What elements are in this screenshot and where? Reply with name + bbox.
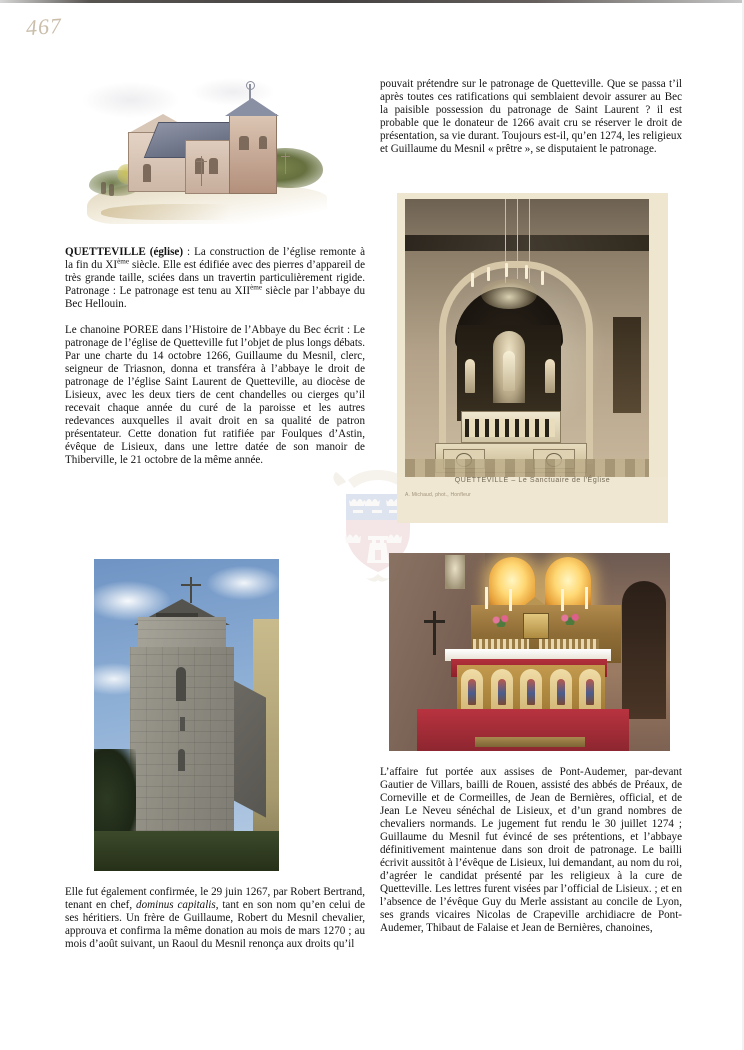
retable-statue-right: [545, 359, 555, 393]
tower-slit-opening: [180, 717, 185, 731]
watercolor-spire-finial: [246, 81, 255, 90]
chandelier: [481, 279, 537, 309]
photo-altar-interior-content: [389, 553, 670, 751]
sanctuary-floor: [405, 459, 649, 477]
stained-glass-window-left: [489, 557, 535, 609]
postcard-caption-area: [397, 477, 668, 523]
reredos-arcade-left: [473, 639, 529, 649]
altar-panel-4: [550, 669, 572, 713]
photo-church-tower: [94, 559, 279, 871]
altar-panel-1: [461, 669, 483, 713]
watercolor-figure-2: [109, 184, 114, 196]
altar-candle-center-left: [509, 589, 512, 611]
chandelier-candle-2: [487, 267, 490, 281]
photo-altar-interior: [389, 553, 670, 751]
watercolor-churchyard-cross: [201, 156, 202, 186]
paragraph-robert-bertrand: Elle fut également confirmée, le 29 juin 1267, par Robert Bertrand, tenant en chef, dominus capitalis, tant en son nom qu’en celui de ses héritiers. Un frère de Guillaume, Robert du Mesnil chevalier, approuva et confirma la même donation au mois de mars 1270 ; au mois d’août suivant, un Raoul du Mesnil renonça aux droits qu’il: [65, 886, 365, 950]
right-column-lower: [380, 766, 682, 935]
altar-antependium: [465, 419, 555, 437]
handwritten-folio-mark: 467: [25, 12, 63, 41]
altar-panel-3: [520, 669, 542, 713]
flower-arrangement-left: [489, 613, 513, 627]
watercolor-path: [101, 204, 251, 220]
altar-candle-left: [485, 587, 488, 609]
tower-grass: [94, 831, 279, 871]
altar-candle-center-right: [561, 589, 564, 611]
right-column: [380, 78, 682, 169]
tower-lower-window: [178, 749, 185, 771]
postcard-beam: [405, 235, 649, 251]
watercolor-tower: [229, 114, 277, 194]
tabernacle: [523, 613, 549, 639]
postcard-image: [405, 199, 649, 477]
paragraph-poree: Le chanoine POREE dans l’Histoire de l’Abbaye du Bec écrit : Le patronage de l’église de Quetteville fut l’objet de plus longs débats. Par une charte du 14 octobre 1266, Guillaume du Mesnil, clerc, seigneur de Triasnon, donna et transféra à l’abbaye le droit de patronage de l’église Saint Laurent de Quetteville, au diocèse de Lisieux, avec les deux tiers de cent chandelles ou cierges qu’il recevait chaque année du curé de la paroisse et les autres redevances auxquelles il avait droit en sa qualité de patron présentateur. Cette donation fut ratifiée par Foulques d’Astin, évêque de Lisieux, dans une lettre datée de son manoir de Thiberville, le 21 octobre de la même année.: [65, 324, 365, 466]
postcard-caption: QUETTEVILLE – Le Sanctuaire de l'Église: [454, 477, 611, 484]
altar-candle-right: [585, 587, 588, 609]
tower-cross-finial: [190, 577, 192, 603]
scan-edge-top: [0, 0, 744, 3]
processional-cross: [433, 611, 436, 655]
left-column-lower: [65, 886, 365, 951]
watercolor-churchyard-cross-2: [285, 152, 286, 174]
pulpit: [613, 317, 641, 413]
watercolor-tower-window-2: [259, 136, 267, 149]
postcard-sanctuary: [397, 193, 668, 523]
watercolor-church-exterior: [83, 78, 331, 230]
left-column: [65, 78, 365, 480]
chandelier-candle-4: [525, 265, 528, 279]
watercolor-figure: [101, 182, 106, 194]
postcard-photographer-credit: A. Michaud, phot., Honfleur: [405, 492, 471, 498]
altar-panel-5: [579, 669, 601, 713]
paragraph-assises: L’affaire fut portée aux assises de Pont-Audemer, par-devant Gautier de Villars, bailli de Rouen, assisté des abbés de Préaux, de Corneville et de Cormeilles, de Jean de Bernières, official, et de Jean Le Neveu sénéchal de Lisieux, et d’un grand nombres de chevaliers normands. Le jugement fut rendu le 30 juillet 1274 ; Guillaume du Mesnil fut évincé de ses prétentions, et l’abbaye définitivement maintenue dans son droit de patronage. Le bailli écrivit aussitôt à l’évêque de Lisieux, lui demandant, au nom du roi, d’agréer le candidat présenté par les religieux à la cure de Quetteville. Les lettres furent visées par l’official de Lisieux. ; et en l’absence de l’évêque Guy du Merle assistant au concile de Lyon, ses grands vicaires Nicolas de Crapeville archidiacre de Pont-Audemer, Thibaut de Falaise et Jean de Bernières, chanoines,: [380, 766, 682, 934]
flower-arrangement-right: [557, 611, 583, 625]
niche-statue: [503, 351, 515, 391]
wall-statue: [445, 555, 465, 589]
watercolor-tower-window: [239, 136, 249, 150]
paragraph-quetteville-eglise: QUETTEVILLE (église) : La construction de l’église remonte à la fin du XIème siècle. Elle est édifiée avec des pierres d’appareil de très grande taille, sciées dans un travertin particulièrement rigide. Patronage : Le patronage est tenu au XIIème siècle par l’abbaye du Bec Hellouin.: [65, 246, 365, 310]
tower-lancet-window: [176, 667, 186, 701]
reredos-arcade-right: [539, 639, 599, 649]
photo-church-tower-content: [94, 559, 279, 871]
paragraph-patronage-suite: pouvait prétendre sur le patronage de Quetteville. Que se passa t’il après toutes ces ratifications qui semblaient devoir assurer au Bec la paisible possession du patronage de Saint Laurent ? il est probable que le donateur de 1266 avait cru se réserver le droit de présentation, sa vie durant. Toujours est-il, qu’en 1274, les religieux et Guillaume du Mesnil « prêtre », se disputaient le patronage.: [380, 78, 682, 155]
retable-statue-left: [465, 359, 475, 393]
interior-side-door: [622, 581, 666, 719]
sanctuary-step: [475, 737, 585, 747]
chandelier-candle-5: [541, 271, 544, 285]
altar-panel-2: [491, 669, 513, 713]
chandelier-candle-3: [505, 263, 508, 277]
watercolor-west-window: [143, 164, 151, 182]
watercolor-tower-roof: [225, 98, 279, 116]
chandelier-candle-1: [471, 273, 474, 287]
watercolor-nave-window-2: [209, 158, 218, 174]
